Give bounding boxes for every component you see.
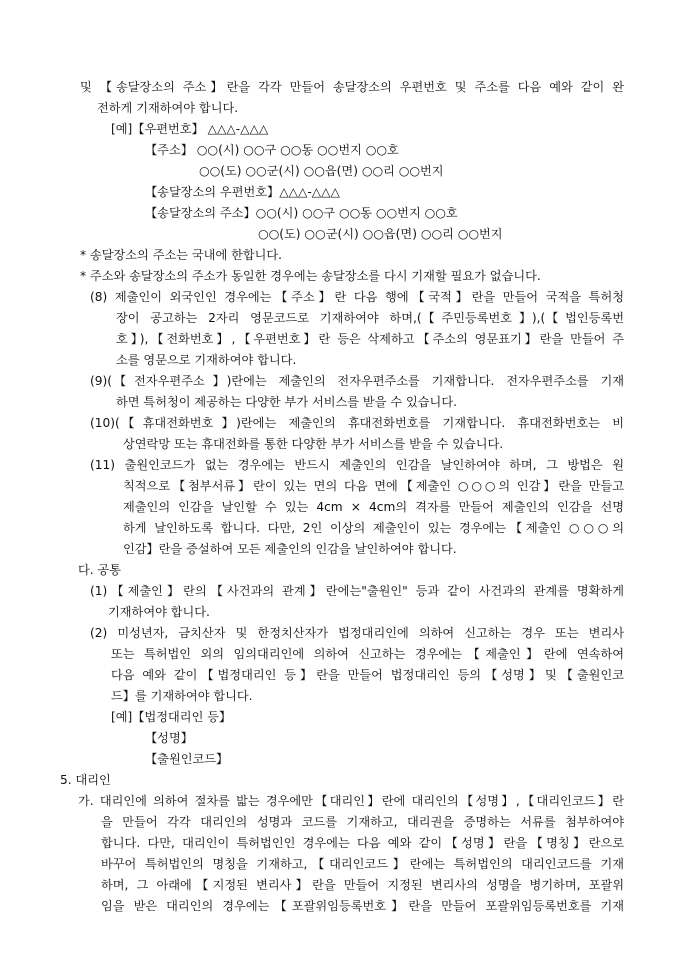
paragraph-line: 인감】란을 증설하여 모든 제출인의 인감을 날인하여야 합니다.	[123, 542, 457, 556]
example-line: 【출원인코드】	[145, 752, 229, 766]
paragraph-line: (8) 제출인이 외국인인 경우에는【주소】란 다음 행에【국적】란을 만들어 국적을 특허청	[90, 290, 624, 304]
section-heading: 다. 공통	[78, 563, 122, 577]
paragraph-line: 드】를 기재하여야 합니다.	[111, 689, 253, 703]
paragraph-line: 호】),【전화번호】,【우편번호】란 등은 삭제하고【주소의 영문표기】란을 만들어 주	[116, 332, 624, 346]
paragraph-line: 소를 영문으로 기재하여야 합니다.	[116, 353, 297, 367]
example-line: ○○(도) ○○군(시) ○○읍(면) ○○리 ○○번지	[258, 227, 503, 241]
paragraph-line: 하면 특허청이 제공하는 다양한 부가 서비스를 받을 수 있습니다.	[116, 395, 457, 409]
paragraph-line: 및 【송달장소의 주소】란을 각각 만들어 송달장소의 우편번호 및 주소를 다음 예와 같이 완	[80, 80, 624, 94]
example-line: [예]【우편번호】 △△△-△△△	[111, 122, 269, 136]
paragraph-line: 다음 예와 같이【법정대리인 등】란을 만들어 법정대리인 등의【성명】및【출원인코	[111, 668, 624, 682]
paragraph-line: 합니다. 다만, 대리인이 특허법인인 경우에는 다음 예와 같이【성명】란을【명칭】란으로	[101, 836, 624, 850]
paragraph-line: 칙적으로【첨부서류】란이 있는 면의 다음 면에【제출인 ○○○의 인감】란을 만들고	[123, 479, 624, 493]
section-heading: 5. 대리인	[60, 773, 111, 787]
example-line: 【성명】	[145, 731, 193, 745]
example-line: 【송달장소의 주소】○○(시) ○○구 ○○동 ○○번지 ○○호	[145, 206, 458, 220]
paragraph-line: 기재하여야 합니다.	[108, 605, 210, 619]
note-line: * 주소와 송달장소의 주소가 동일한 경우에는 송달장소를 다시 기재할 필요가 없습니다.	[80, 269, 541, 283]
paragraph-line: (11) 출원인코드가 없는 경우에는 반드시 제출인의 인감을 날인하여야 하며, 그 방법은 원	[90, 458, 624, 472]
paragraph-line: 하며, 그 아래에【지정된 변리사】란을 만들어 지정된 변리사의 성명을 병기하며, 포괄위	[101, 878, 624, 892]
paragraph-line: 가. 대리인에 의하여 절차를 밟는 경우에만【대리인】란에 대리인의【성명】,【대리인코드】란	[78, 794, 624, 808]
paragraph-line: 전하게 기재하여야 합니다.	[97, 101, 239, 115]
paragraph-line: 하게 날인하도록 합니다. 다만, 2인 이상의 제출인이 있는 경우에는【제출인 ○○○의	[123, 521, 624, 535]
paragraph-line: (10)(【휴대전화번호】)란에는 제출인의 휴대전화번호를 기재합니다. 휴대전화번호는 비	[90, 416, 624, 430]
paragraph-line: 바꾸어 특허법인의 명칭을 기재하고,【대리인코드】란에는 특허법인의 대리인코드를 기재	[101, 857, 624, 871]
paragraph-line: 장이 공고하는 2자리 영문코드로 기재하여야 하며,(【주민등록번호】),(【법인등록번	[116, 311, 624, 325]
paragraph-line: 임을 받은 대리인의 경우에는【포괄위임등록번호】란을 만들어 포괄위임등록번호를 기재	[101, 899, 624, 913]
paragraph-line: 을 만들어 각각 대리인의 성명과 코드를 기재하고, 대리권을 증명하는 서류를 첨부하여야	[101, 815, 624, 829]
paragraph-line: 제출인의 인감을 날인할 수 있는 4cm × 4cm의 격자를 만들어 제출인의 인감을 선명	[123, 500, 624, 514]
note-line: * 송달장소의 주소는 국내에 한합니다.	[80, 248, 283, 262]
example-line: [예]【법정대리인 등】	[111, 710, 232, 724]
paragraph-line: 또는 특허법인 외의 임의대리인에 의하여 신고하는 경우에는【제출인】란에 연속하여	[111, 647, 624, 661]
example-line: 【주소】 ○○(시) ○○구 ○○동 ○○번지 ○○호	[145, 143, 399, 157]
paragraph-line: (1)【제출인】란의【사건과의 관계】란에는"출원인" 등과 같이 사건과의 관계를 명확하게	[90, 584, 624, 598]
example-line: ○○(도) ○○군(시) ○○읍(면) ○○리 ○○번지	[199, 164, 444, 178]
paragraph-line: (9)(【전자우편주소】)란에는 제출인의 전자우편주소를 기재합니다. 전자우편주소를 기재	[90, 374, 624, 388]
example-line: 【송달장소의 우편번호】△△△-△△△	[145, 185, 340, 199]
paragraph-line: 상연락망 또는 휴대전화를 통한 다양한 부가 서비스를 받을 수 있습니다.	[123, 437, 504, 451]
paragraph-line: (2) 미성년자, 금치산자 및 한정치산자가 법정대리인에 의하여 신고하는 경우 또는 변리사	[90, 626, 624, 640]
